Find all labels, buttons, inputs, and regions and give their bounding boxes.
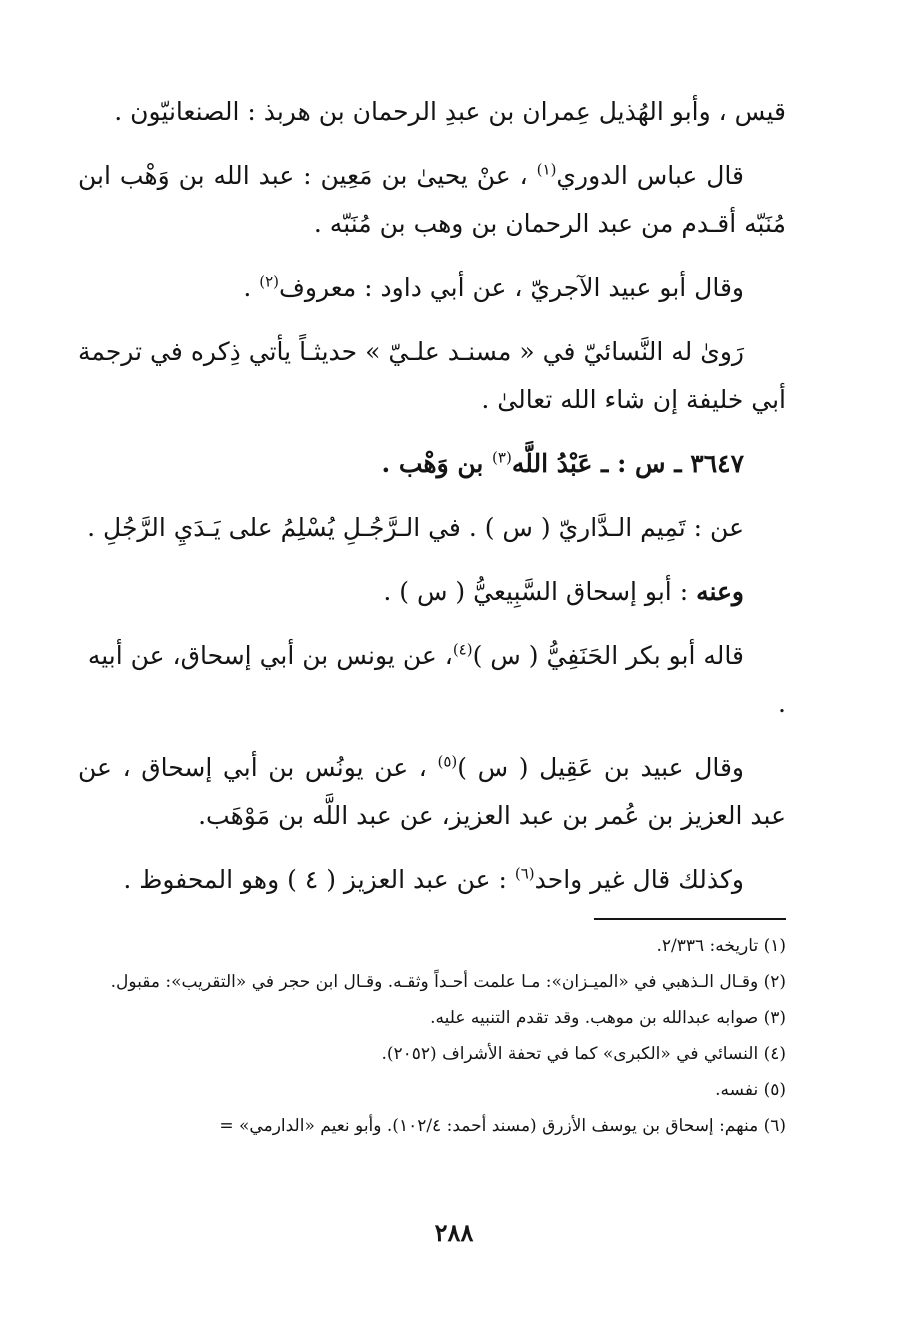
footnotes [78, 930, 786, 1146]
entry-heading: ٣٦٤٧ ـ س : ـ عَبْدُ اللَّه$^{(٣)}$ بن وَهْب . [381, 448, 744, 478]
footnote-2: (٢) وقـال الـذهبي في «الميـزان»: مـا علمت أحـداً وثقـه. وقـال ابن حجر في «التقريب»: مقبول. [110, 972, 786, 992]
paragraph-2: قال عباس الدوري$^{(١)}$ ، عنْ يحيىٰ بن مَعِين : عبد الله بن وَهْب ابن مُنَبّه أقـدم من عبد الرحمان بن وهب بن مُنَبّه . [78, 160, 786, 238]
paragraph-6: وعنه : أبو إسحاق السَّبِيعيُّ ( س ) . [383, 577, 744, 606]
main-text [78, 88, 786, 920]
paragraph-1: قيس ، وأبو الهُذيل عِمران بن عبدِ الرحمان بن هربذ : الصنعانيّون . [114, 97, 786, 126]
footnote-ref-4[interactable]: (٤) [452, 640, 473, 659]
paragraph-4: رَوىٰ له النَّسائيّ في « مسنـد علـيّ » حديثـاً يأتي ذِكره في ترجمة أبي خليفة إن شاء الله تعالىٰ . [78, 337, 786, 414]
footnote-ref-1[interactable]: (١) [536, 160, 557, 179]
footnote-ref-5[interactable]: (٥) [437, 752, 458, 771]
footnote-3: (٣) صوابه عبدالله بن موهب. وقد تقدم التنبيه عليه. [430, 1008, 786, 1028]
paragraph-5: عن : تَمِيم الـدَّاريّ ( س ) . في الـرَّجُـلِ يُسْلِمُ على يَـدَيِ الرَّجُلِ . [87, 513, 744, 542]
paragraph-8: وقال عبيد بن عَقِيل ( س )$^{(٥)}$ ، عن يونُس بن أبي إسحاق ، عن عبد العزيز بن عُمر بن عبد العزيز، عن عبد اللَّه بن مَوْهَب. [78, 752, 786, 830]
footnote-divider [594, 918, 786, 920]
footnote-4: (٤) النسائي في «الكبرى» كما في تحفة الأشراف (٢٠٥٢). [381, 1044, 786, 1064]
footnote-5: (٥) نفسه. [715, 1080, 786, 1100]
paragraph-3: وقال أبو عبيد الآجريّ ، عن أبي داود : معروف$^{(٢)}$ . [243, 272, 744, 302]
paragraph-9: وكذلك قال غير واحد$^{(٦)}$ : عن عبد العزيز ( ٤ ) وهو المحفوظ . [123, 864, 744, 894]
paragraph-7: قاله أبو بكر الحَنَفِيُّ ( س )$^{(٤)}$، عن يونس بن أبي إسحاق، عن أبيه . [87, 640, 786, 718]
footnote-ref-3[interactable]: (٣) [492, 448, 512, 467]
page-number: ٢٨٨ [434, 1218, 474, 1247]
footnote-6: (٦) منهم: إسحاق بن يوسف الأزرق (مسند أحمد: ١٠٢/٤). وأبو نعيم «الدارمي» = [219, 1116, 786, 1136]
footnote-1: (١) تاريخه: ٢/٣٣٦. [656, 936, 786, 956]
footnote-ref-2[interactable]: (٢) [259, 272, 279, 291]
footnote-ref-6[interactable]: (٦) [514, 864, 535, 883]
